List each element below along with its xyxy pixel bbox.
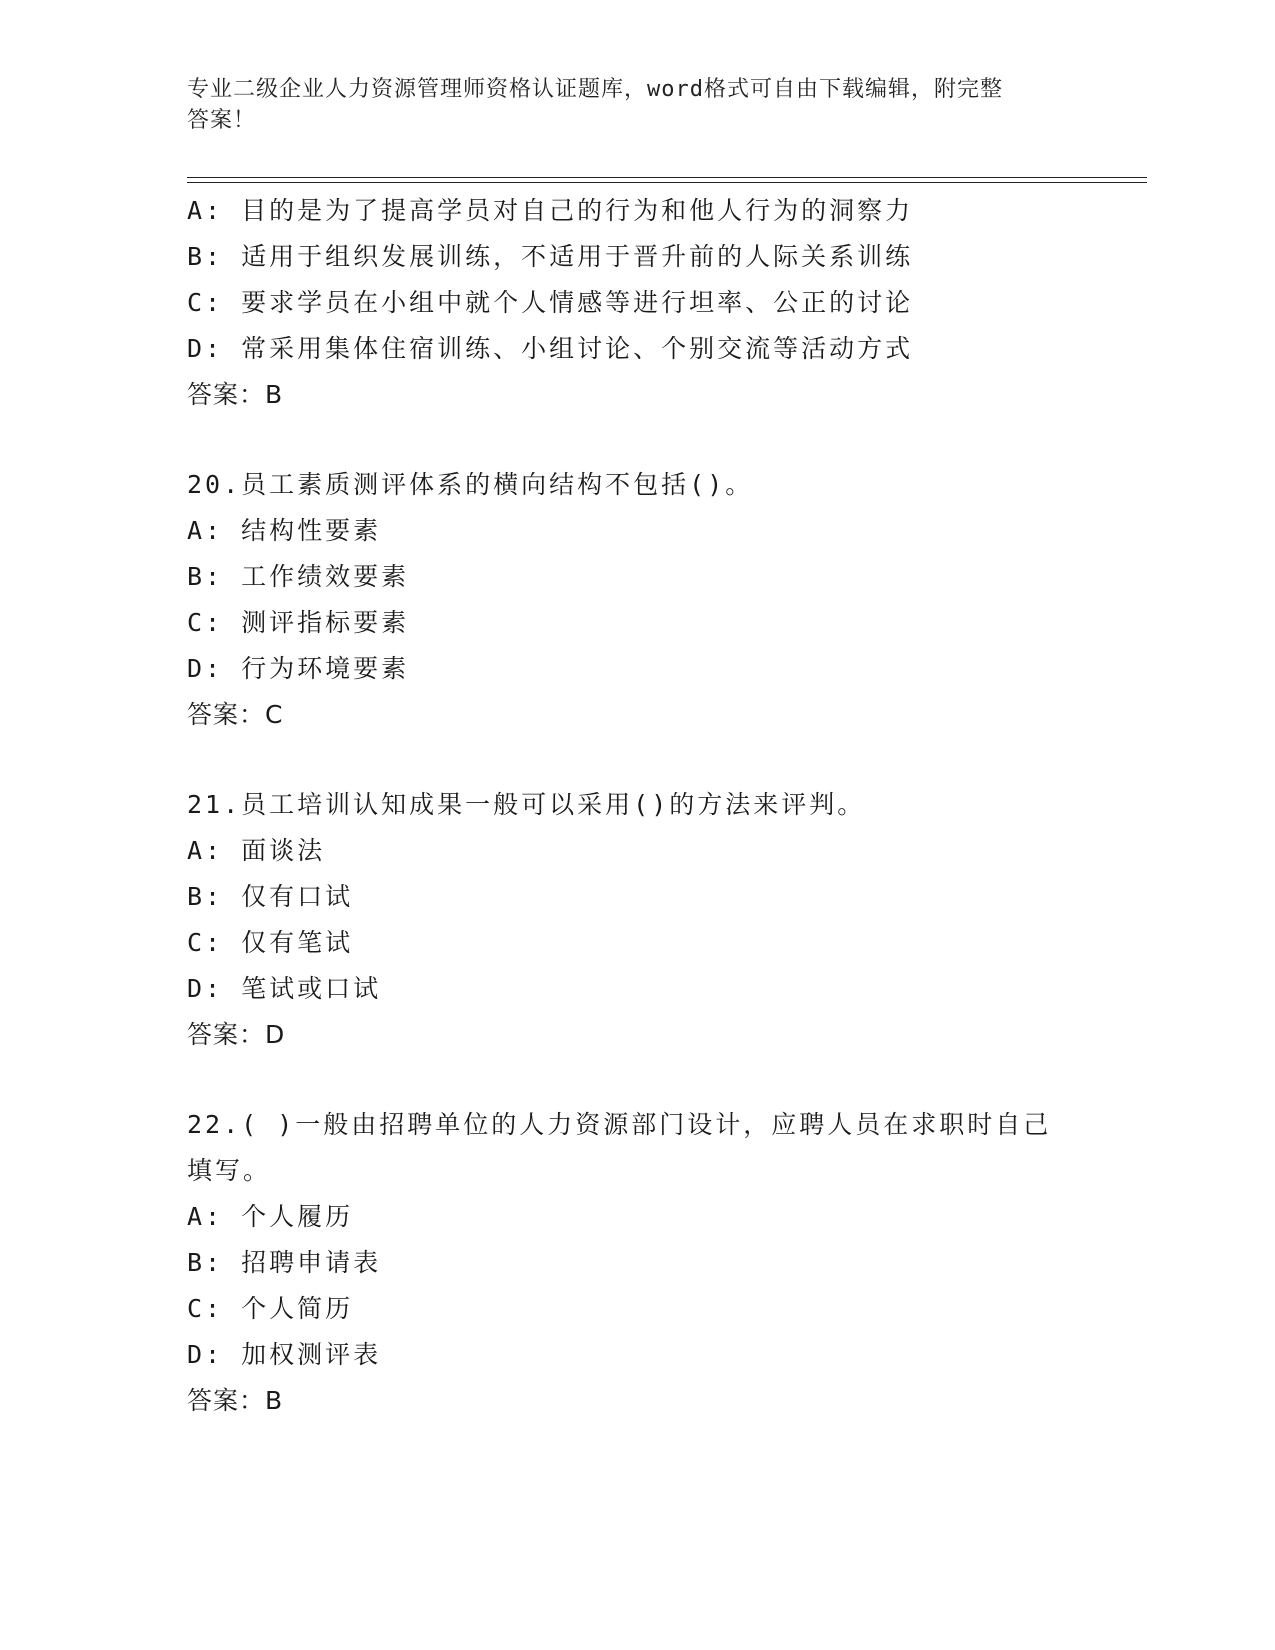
question-block-20	[187, 462, 1087, 738]
answer-line: 答案：C	[187, 700, 284, 729]
question-block-22	[187, 1102, 1087, 1424]
option-d: D: 常采用集体住宿训练、小组讨论、个别交流等活动方式	[187, 334, 914, 363]
option-b: B: 适用于组织发展训练，不适用于晋升前的人际关系训练	[187, 242, 914, 271]
question-block-19	[187, 188, 1087, 418]
answer-line: 答案：D	[187, 1020, 286, 1049]
option-a: A: 结构性要素	[187, 516, 382, 545]
option-b: B: 招聘申请表	[187, 1248, 382, 1277]
option-a: A: 个人履历	[187, 1202, 354, 1231]
option-c: C: 要求学员在小组中就个人情感等进行坦率、公正的讨论	[187, 288, 914, 317]
spacer	[187, 1058, 1087, 1102]
option-a: A: 面谈法	[187, 836, 326, 865]
spacer	[187, 738, 1087, 782]
header-divider-bottom	[187, 182, 1147, 183]
option-d: D: 行为环境要素	[187, 654, 410, 683]
option-b: B: 仅有口试	[187, 882, 354, 911]
question-list	[187, 188, 1087, 1424]
header-line-1: 专业二级企业人力资源管理师资格认证题库，word格式可自由下载编辑，附完整	[187, 77, 1003, 102]
spacer	[187, 418, 1087, 462]
question-text: 21.员工培训认知成果一般可以采用()的方法来评判。	[187, 790, 866, 819]
header-line-2: 答案！	[187, 108, 257, 133]
question-text: 20.员工素质测评体系的横向结构不包括()。	[187, 470, 754, 499]
option-c: C: 个人简历	[187, 1294, 354, 1323]
answer-line: 答案：B	[187, 1386, 284, 1415]
option-d: D: 加权测评表	[187, 1340, 382, 1369]
answer-line: 答案：B	[187, 380, 284, 409]
option-d: D: 笔试或口试	[187, 974, 382, 1003]
question-block-21	[187, 782, 1087, 1058]
document-header	[187, 74, 1087, 136]
option-c: C: 仅有笔试	[187, 928, 354, 957]
option-c: C: 测评指标要素	[187, 608, 410, 637]
option-a: A: 目的是为了提高学员对自己的行为和他人行为的洞察力	[187, 196, 914, 225]
question-text: 22.( )一般由招聘单位的人力资源部门设计，应聘人员在求职时自己填写。	[187, 1110, 1052, 1185]
option-b: B: 工作绩效要素	[187, 562, 410, 591]
header-divider-top	[187, 177, 1147, 178]
